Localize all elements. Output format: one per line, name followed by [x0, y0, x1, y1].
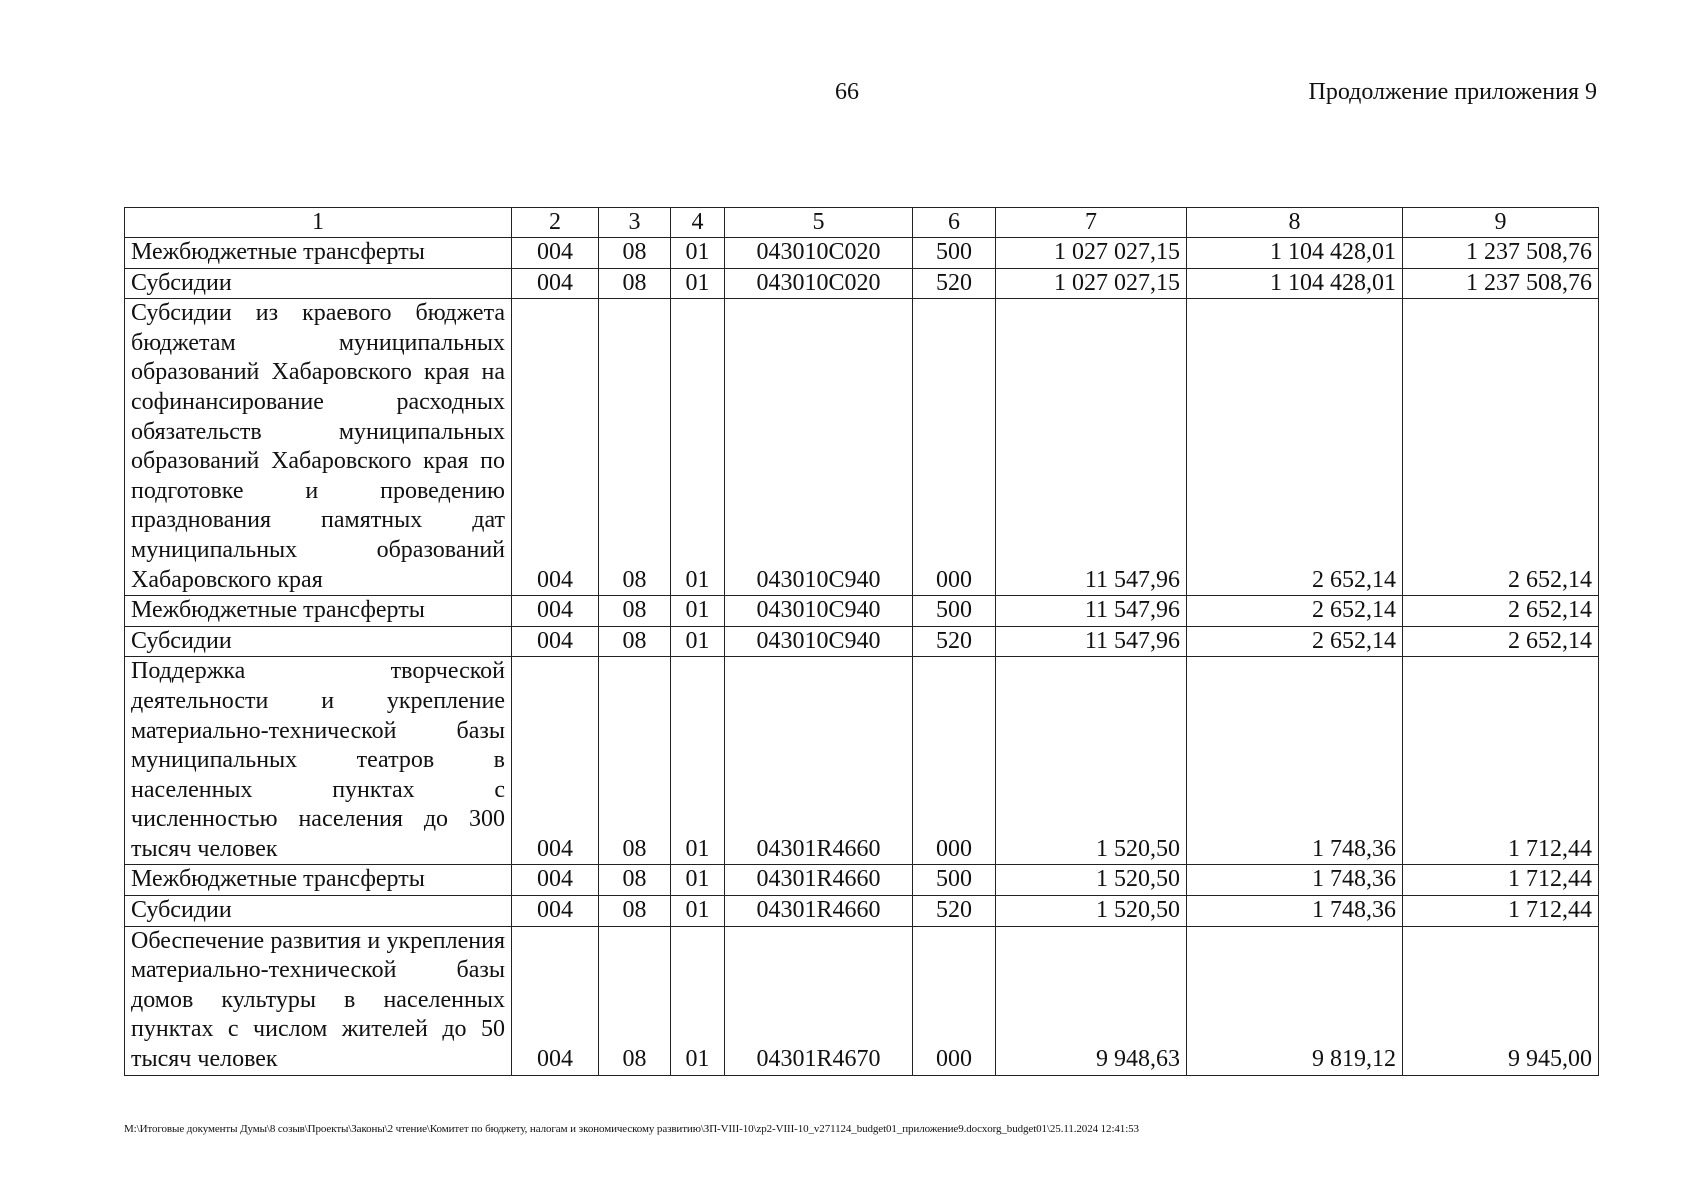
- amount-column-8-cell: 9 819,12: [1187, 926, 1403, 1075]
- table-row: [125, 865, 1599, 896]
- page-number: 66: [835, 79, 859, 105]
- expense-type-cell: 520: [913, 268, 996, 299]
- expense-name-cell: Поддержка творческой деятельности и укрепление материально-технической базы муниципальных театров в населенных пунктах с численностью населения до 300 тысяч человек: [125, 657, 512, 865]
- column-number: 9: [1403, 208, 1599, 238]
- section-code-cell: 08: [599, 626, 671, 657]
- table-row: [125, 626, 1599, 657]
- appendix-continuation-title: Продолжение приложения 9: [1308, 79, 1597, 105]
- expense-name-cell: Межбюджетные трансферты: [125, 865, 512, 896]
- section-code-cell: 08: [599, 657, 671, 865]
- target-article-cell: 043010C020: [725, 268, 913, 299]
- amount-column-8-cell: 2 652,14: [1187, 596, 1403, 627]
- amount-column-7-cell: 11 547,96: [996, 626, 1187, 657]
- amount-column-9-cell: 2 652,14: [1403, 299, 1599, 596]
- amount-column-8-cell: 1 748,36: [1187, 896, 1403, 927]
- document-file-path: M:\Итоговые документы Думы\8 созыв\Проекты\Законы\2 чтение\Комитет по бюджету, налогам и экономическому развитию\ЗП-VIII-10\zp2-VIII-10_v271124_budget01_приложение9.docxorg_budget01\25.11.2024 12:41:53: [124, 1123, 1139, 1135]
- table-row: [125, 896, 1599, 927]
- ministry-code-cell: 004: [512, 896, 599, 927]
- column-number-row: [125, 208, 1599, 238]
- expense-type-cell: 520: [913, 626, 996, 657]
- subsection-code-cell: 01: [671, 596, 725, 627]
- ministry-code-cell: 004: [512, 926, 599, 1075]
- ministry-code-cell: 004: [512, 299, 599, 596]
- amount-column-9-cell: 9 945,00: [1403, 926, 1599, 1075]
- expense-type-cell: 520: [913, 896, 996, 927]
- amount-column-8-cell: 1 748,36: [1187, 657, 1403, 865]
- table-row: [125, 596, 1599, 627]
- amount-column-7-cell: 1 027 027,15: [996, 268, 1187, 299]
- target-article-cell: 043010C940: [725, 299, 913, 596]
- table-row: [125, 238, 1599, 269]
- amount-column-8-cell: 1 104 428,01: [1187, 238, 1403, 269]
- section-code-cell: 08: [599, 865, 671, 896]
- column-number: 5: [725, 208, 913, 238]
- amount-column-8-cell: 1 748,36: [1187, 865, 1403, 896]
- expense-name-cell: Субсидии из краевого бюджета бюджетам муниципальных образований Хабаровского края на софинансирование расходных обязательств муниципальных образований Хабаровского края по подготовке и проведению празднования памятных дат муниципальных образований Хабаровского края: [125, 299, 512, 596]
- amount-column-8-cell: 1 104 428,01: [1187, 268, 1403, 299]
- amount-column-9-cell: 1 712,44: [1403, 865, 1599, 896]
- subsection-code-cell: 01: [671, 896, 725, 927]
- expense-type-cell: 500: [913, 865, 996, 896]
- section-code-cell: 08: [599, 299, 671, 596]
- amount-column-7-cell: 1 520,50: [996, 865, 1187, 896]
- target-article-cell: 04301R4670: [725, 926, 913, 1075]
- expense-name-cell: Межбюджетные трансферты: [125, 596, 512, 627]
- column-number: 2: [512, 208, 599, 238]
- budget-table: [124, 207, 1599, 1076]
- subsection-code-cell: 01: [671, 626, 725, 657]
- section-code-cell: 08: [599, 268, 671, 299]
- ministry-code-cell: 004: [512, 626, 599, 657]
- expense-name-cell: Обеспечение развития и укрепления материально-технической базы домов культуры в населенных пунктах с числом жителей до 50 тысяч человек: [125, 926, 512, 1075]
- expense-type-cell: 000: [913, 657, 996, 865]
- section-code-cell: 08: [599, 926, 671, 1075]
- expense-type-cell: 500: [913, 596, 996, 627]
- expense-name-cell: Субсидии: [125, 626, 512, 657]
- amount-column-7-cell: 11 547,96: [996, 299, 1187, 596]
- target-article-cell: 04301R4660: [725, 865, 913, 896]
- amount-column-7-cell: 1 027 027,15: [996, 238, 1187, 269]
- target-article-cell: 04301R4660: [725, 657, 913, 865]
- amount-column-7-cell: 11 547,96: [996, 596, 1187, 627]
- target-article-cell: 043010C020: [725, 238, 913, 269]
- column-number: 8: [1187, 208, 1403, 238]
- amount-column-7-cell: 1 520,50: [996, 896, 1187, 927]
- expense-type-cell: 000: [913, 926, 996, 1075]
- subsection-code-cell: 01: [671, 238, 725, 269]
- amount-column-9-cell: 2 652,14: [1403, 626, 1599, 657]
- column-number: 4: [671, 208, 725, 238]
- amount-column-7-cell: 9 948,63: [996, 926, 1187, 1075]
- expense-type-cell: 500: [913, 238, 996, 269]
- expense-name-cell: Межбюджетные трансферты: [125, 238, 512, 269]
- section-code-cell: 08: [599, 596, 671, 627]
- amount-column-9-cell: 1 237 508,76: [1403, 238, 1599, 269]
- amount-column-9-cell: 1 237 508,76: [1403, 268, 1599, 299]
- expense-type-cell: 000: [913, 299, 996, 596]
- column-number: 7: [996, 208, 1187, 238]
- budget-table-body: [125, 208, 1599, 1076]
- amount-column-9-cell: 1 712,44: [1403, 896, 1599, 927]
- column-number: 6: [913, 208, 996, 238]
- amount-column-9-cell: 1 712,44: [1403, 657, 1599, 865]
- target-article-cell: 043010C940: [725, 626, 913, 657]
- target-article-cell: 043010C940: [725, 596, 913, 627]
- subsection-code-cell: 01: [671, 865, 725, 896]
- ministry-code-cell: 004: [512, 268, 599, 299]
- amount-column-8-cell: 2 652,14: [1187, 626, 1403, 657]
- subsection-code-cell: 01: [671, 299, 725, 596]
- ministry-code-cell: 004: [512, 238, 599, 269]
- expense-name-cell: Субсидии: [125, 268, 512, 299]
- table-row: [125, 926, 1599, 1075]
- section-code-cell: 08: [599, 896, 671, 927]
- column-number: 1: [125, 208, 512, 238]
- section-code-cell: 08: [599, 238, 671, 269]
- ministry-code-cell: 004: [512, 596, 599, 627]
- table-row: [125, 299, 1599, 596]
- expense-name-cell: Субсидии: [125, 896, 512, 927]
- table-row: [125, 268, 1599, 299]
- subsection-code-cell: 01: [671, 926, 725, 1075]
- subsection-code-cell: 01: [671, 268, 725, 299]
- subsection-code-cell: 01: [671, 657, 725, 865]
- target-article-cell: 04301R4660: [725, 896, 913, 927]
- table-row: [125, 657, 1599, 865]
- ministry-code-cell: 004: [512, 657, 599, 865]
- amount-column-7-cell: 1 520,50: [996, 657, 1187, 865]
- column-number: 3: [599, 208, 671, 238]
- amount-column-9-cell: 2 652,14: [1403, 596, 1599, 627]
- ministry-code-cell: 004: [512, 865, 599, 896]
- amount-column-8-cell: 2 652,14: [1187, 299, 1403, 596]
